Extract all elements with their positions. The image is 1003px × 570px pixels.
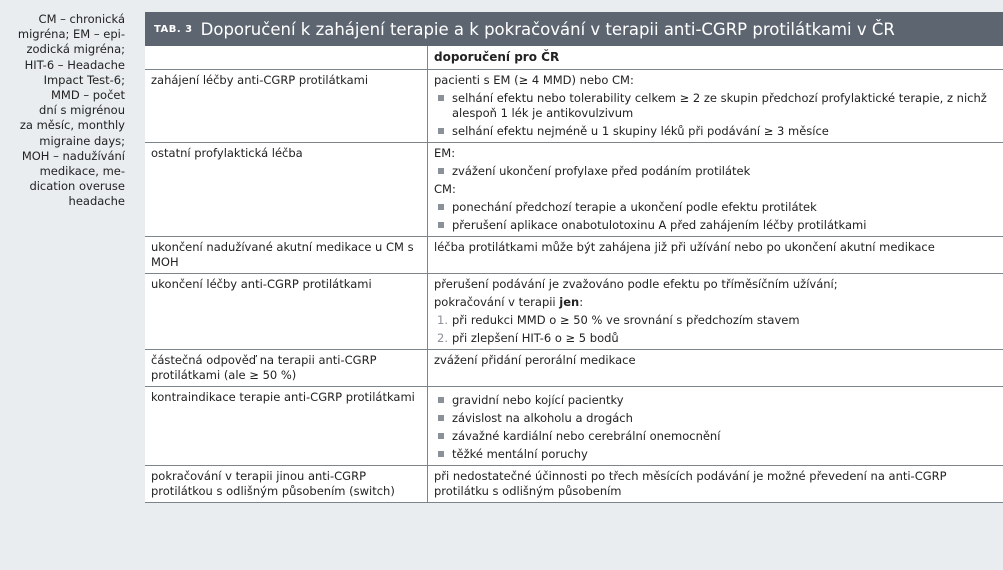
numbered-item: [434, 331, 997, 346]
row-content: zvážení přidání perorální medikace: [428, 350, 1003, 387]
bullet-item: selhání efektu nejméně u 1 skupiny léků při podávání ≥ 3 měsíce: [434, 124, 997, 139]
table-row: [145, 237, 1003, 274]
abbr-line: migréna; EM – epi-: [17, 27, 125, 42]
row-content: léčba protilátkami může být zahájena již při užívání nebo po ukončení akutní medikace: [428, 237, 1003, 274]
header-cell-empty: [145, 46, 428, 70]
em-label: EM:: [434, 146, 456, 160]
header-cell-recommendations: doporučení pro ČR: [428, 46, 1003, 70]
row-intro: pacienti s EM (≥ 4 MMD) nebo CM:: [434, 73, 634, 87]
bullet-item: gravidní nebo kojící pacientky: [434, 393, 997, 408]
row-content: [428, 70, 1003, 143]
table-header-bar: [145, 12, 1003, 46]
table-number: TAB. 3: [154, 23, 193, 35]
row-content: [428, 274, 1003, 350]
abbr-line: CM – chronická: [38, 12, 125, 26]
recommendations-table-block: [145, 12, 1003, 503]
abbr-line: medikace, me-: [39, 164, 125, 179]
abbr-line: za měsíc, monthly: [19, 118, 125, 133]
table-header-row: [145, 46, 1003, 70]
bullet-item: těžké mentální poruchy: [434, 447, 997, 462]
abbr-line: dication overuse: [29, 179, 125, 194]
table-row: [145, 387, 1003, 466]
abbr-line: HIT-6 – Headache: [24, 57, 125, 72]
row-label: ostatní profylaktická léčba: [145, 143, 428, 237]
bullet-list: [434, 393, 997, 462]
row-label: částečná odpověď na terapii anti-CGRP protilátkami (ale ≥ 50 %): [145, 350, 428, 387]
bullet-list: [434, 91, 997, 139]
abbr-line: zodická migréna;: [26, 42, 125, 57]
item-number: 1.: [437, 313, 448, 327]
row-content: [428, 143, 1003, 237]
abbr-line: migraine days;: [39, 133, 125, 148]
cont-suffix: :: [579, 295, 584, 309]
item-text: při zlepšení HIT-6 o ≥ 5 bodů: [452, 331, 619, 345]
table-title: Doporučení k zahájení terapie a k pokračování v terapii anti-CGRP protilátkami v ČR: [200, 19, 895, 39]
numbered-list: [434, 313, 997, 346]
row-content: při nedostatečné účinnosti po třech měsících podávání je možné převedení na anti-CGRP protilátku s odlišným působením: [428, 466, 1003, 503]
item-text: při redukci MMD o ≥ 50 % ve srovnání s předchozím stavem: [452, 313, 800, 327]
table-row: [145, 350, 1003, 387]
row-label: zahájení léčby anti-CGRP protilátkami: [145, 70, 428, 143]
row-content: [428, 387, 1003, 466]
bullet-item: přerušení aplikace onabotulotoxinu A před zahájením léčby protilátkami: [434, 218, 997, 233]
bullet-item: selhání efektu nebo tolerability celkem ≥ 2 ze skupin předchozí profylaktické terapie, z nichž alespoň 1 lék je antikovulzivum: [434, 91, 997, 121]
row-label: pokračování v terapii jinou anti-CGRP protilátkou s odlišným působením (switch): [145, 466, 428, 503]
cont-bold: jen: [559, 295, 580, 309]
abbreviations-note: [0, 12, 125, 210]
row-text: přerušení podávání je zvažováno podle efektu po tříměsíčním užívání;: [434, 277, 838, 291]
abbr-line: MOH – nadužívání: [21, 148, 125, 163]
table-row: [145, 70, 1003, 143]
table-row: [145, 466, 1003, 503]
bullet-item: ponechání předchozí terapie a ukončení podle efektu protilátek: [434, 200, 997, 215]
recommendations-table: [145, 46, 1003, 503]
table-row: [145, 274, 1003, 350]
bullet-item: závislost na alkoholu a drogách: [434, 411, 997, 426]
bullet-item: zvážení ukončení profylaxe před podáním protilátek: [434, 164, 997, 179]
abbr-line: Impact Test-6;: [43, 72, 125, 87]
cont-prefix: pokračování v terapii: [434, 295, 560, 309]
cm-label: CM:: [434, 182, 456, 196]
abbr-line: MMD – počet: [50, 88, 125, 103]
bullet-list: [434, 200, 997, 233]
abbr-line: headache: [68, 194, 125, 209]
row-label: kontraindikace terapie anti-CGRP protilátkami: [145, 387, 428, 466]
continuation-line: [434, 295, 997, 310]
table-row: [145, 143, 1003, 237]
bullet-item: závažné kardiální nebo cerebrální onemocnění: [434, 429, 997, 444]
bullet-list: [434, 164, 997, 179]
numbered-item: [434, 313, 997, 328]
item-number: 2.: [437, 331, 448, 345]
row-label: ukončení nadužívané akutní medikace u CM s MOH: [145, 237, 428, 274]
row-label: ukončení léčby anti-CGRP protilátkami: [145, 274, 428, 350]
abbr-line: dní s migrénou: [39, 103, 125, 118]
